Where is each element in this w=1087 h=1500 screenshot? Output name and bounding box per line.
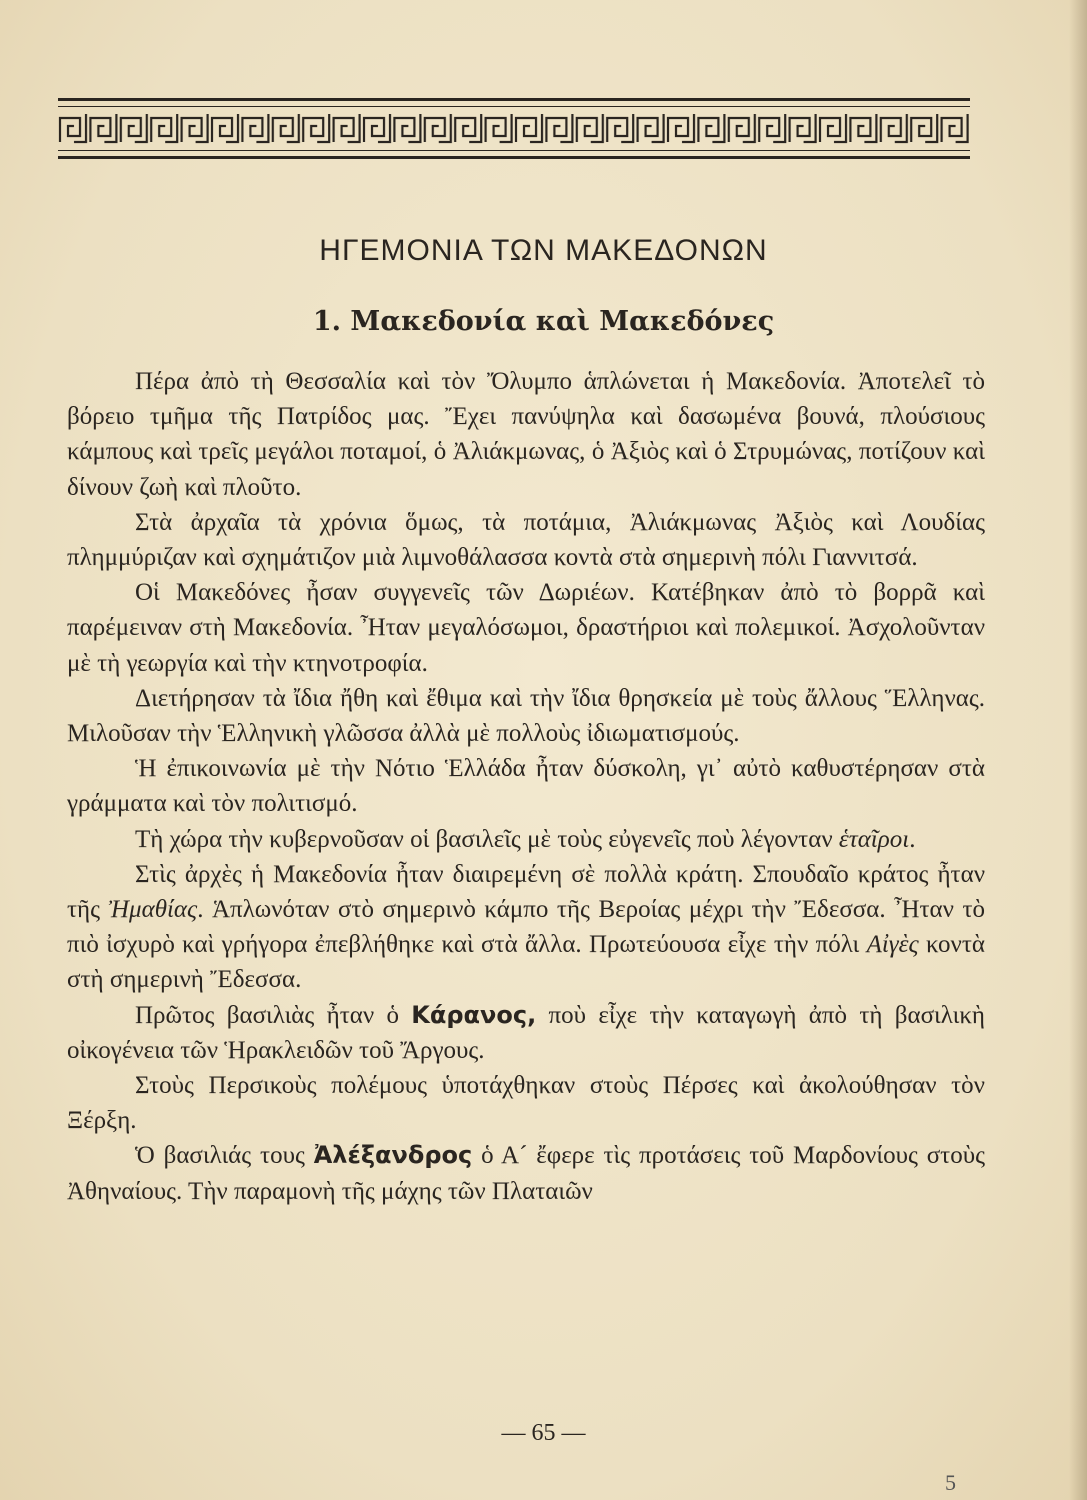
chapter-title: ΗΓΕΜΟΝΙΑ ΤΩΝ ΜΑΚΕΔΟΝΩΝ [319,234,768,267]
text-run: ποὺ εἶχε τὴν καταγωγὴ ἀπὸ τὴ βασιλικὴ οἰκογένεια τῶν Ἡρακλειδῶν τοῦ Ἄργους. [67,1001,985,1064]
text-run: Πέρα ἀπὸ τὴ Θεσσαλία καὶ τὸν Ὄλυμπο ἁπλώνεται ἡ Μακεδονία. Ἀποτελεῖ τὸ βόρειο τμῆμα τῆς Πατρίδος μας. Ἔχει πανύψηλα καὶ δασωμένα βουνά, πλούσιους κάμπους καὶ τρεῖς μεγάλοι ποταμοί, ὁ Ἀλιάκμωνας, ὁ Ἀξιὸς καὶ ὁ Στρυμώνας, ποτίζουν καὶ δίνουν ζωὴ καὶ πλοῦτο. [67,368,985,501]
text-run: Διετήρησαν τὰ ἴδια ἤθη καὶ ἔθιμα καὶ τὴν ἴδια θρησκεία μὲ τοὺς ἄλλους Ἕλληνας. Μιλοῦσαν τὴν Ἑλληνικὴ γλῶσσα ἀλλὰ μὲ πολλοὺς ἰδιωματισμούς. [67,684,985,748]
paragraph [67,1138,985,1208]
text-run: Αἰγὲς [866,931,919,959]
text-run: Στὰ ἀρχαῖα τὰ χρόνια ὅμως, τὰ ποτάμια, Ἀλιάκμωνας Ἀξιὸς καὶ Λουδίας πλημμύριζαν καὶ σχημάτιζον μιὰ λιμνοθάλασσα κοντὰ στὰ σημερινὴ πόλι Γιαννιτσά. [67,508,985,572]
paragraph [67,575,985,681]
paragraph [67,857,985,998]
text-run: Πρῶτος βασιλιὰς ἦταν ὁ [135,1001,412,1029]
paragraph [67,681,985,751]
meander-border-icon [58,112,970,146]
text-run: ἑταῖροι [838,825,910,853]
paragraph [67,751,985,821]
text-run: Ἠμαθίας [108,896,198,924]
paragraph [67,998,985,1068]
body-text [67,364,985,1209]
paragraph [67,822,985,857]
text-run: κοντὰ στὴ σημερινὴ Ἔδεσσα. [67,931,985,994]
page-number: — 65 — [501,1420,586,1446]
text-run: . Ἁπλωνόταν στὸ σημερινὸ κάμπο τῆς Βεροίας μέχρι τὴν Ἔδεσσα. Ἦταν τὸ πιὸ ἰσχυρὸ καὶ γρήγορα ἐπεβλήθηκε καὶ στὰ ἄλλα. Πρωτεύουσα εἶχε τὴν πόλι [67,896,985,959]
section-title: 1. Μακεδονία καὶ Μακεδόνες [312,306,775,337]
text-run: Ἀλέξανδρος [313,1141,473,1170]
text-run: Ἡ ἐπικοινωνία μὲ τὴν Νότιο Ἑλλάδα ἦταν δύσκολη, γι᾽ αὐτὸ καθυστέρησαν στὰ γράμματα καὶ τὸν πολιτισμό. [67,755,985,818]
paragraph [67,364,985,505]
text-run: ὁ Α´ ἔφερε τὶς προτάσεις τοῦ Μαρδονίους στοὺς Ἀθηναίους. Τὴν παραμονὴ τῆς μάχης τῶν Πλαταιῶν [67,1142,986,1205]
text-run: Στὶς ἀρχὲς ἡ Μακεδονία ἦταν διαιρεμένη σὲ πολλὰ κράτη. Σπουδαῖο κράτος ἦταν τῆς [67,860,985,924]
paragraph [67,505,985,575]
text-run: Τὴ χώρα τὴν κυβερνοῦσαν οἱ βασιλεῖς μὲ τοὺς εὐγενεῖς ποὺ λέγονταν [135,825,839,853]
text-run: Οἱ Μακεδόνες ἦσαν συγγενεῖς τῶν Δωριέων. Κατέβηκαν ἀπὸ τὸ βορρᾶ καὶ παρέμειναν στὴ Μακεδονία. Ἦταν μεγαλόσωμοι, δραστήριοι καὶ πολεμικοί. Ἀσχολοῦνταν μὲ τὴ γεωργία καὶ τὴν κτηνοτροφία. [67,579,985,677]
page-edge [1069,0,1087,1500]
header-ornament [58,90,970,175]
text-run: Ὁ βασιλιάς τους [135,1142,314,1170]
text-run: Στοὺς Περσικοὺς πολέμους ὑποτάχθηκαν στοὺς Πέρσες καὶ ἀκολούθησαν τὸν Ξέρξη. [67,1072,985,1135]
signature-mark: 5 [945,1470,956,1495]
paragraph [67,1068,985,1138]
text-run: . [909,825,916,853]
text-run: Κάρανος, [411,1000,537,1029]
